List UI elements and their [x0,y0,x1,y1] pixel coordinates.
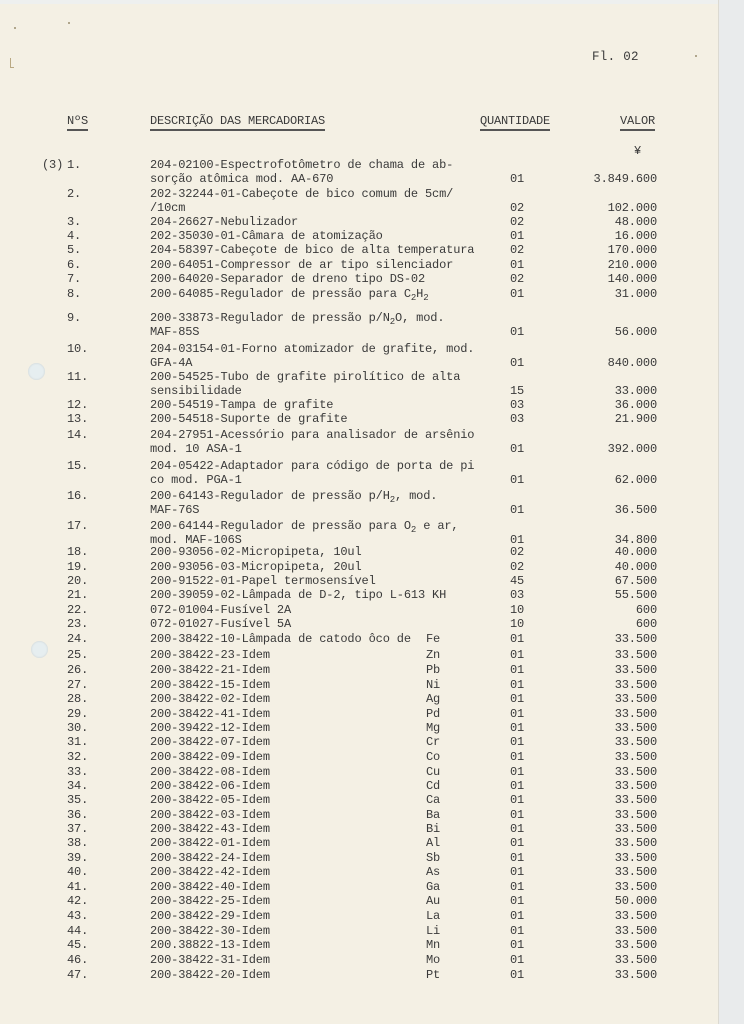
item-number: 23. [67,617,89,631]
item-quantity: 15 [510,384,525,398]
item-value: 62.000 [614,473,657,487]
item-element: Ba [426,808,441,822]
item-value: 600 [635,617,657,631]
item-description: 200-38422-09-Idem [150,750,270,764]
item-number: 27. [67,678,89,692]
item-quantity: 01 [510,632,525,646]
item-number: 4. [67,229,82,243]
item-value: 50.000 [614,894,657,908]
item-value: 31.000 [614,287,657,301]
item-value: 33.500 [614,924,657,938]
item-number: 37. [67,822,89,836]
item-description: 200-38422-08-Idem [150,765,270,779]
item-number: 28. [67,692,89,706]
item-value: 16.000 [614,229,657,243]
item-value: 34.800 [614,533,657,547]
item-value: 210.000 [607,258,657,272]
item-quantity: 01 [510,473,525,487]
item-description: 200-64144-Regulador de pressão para $O_2$ e ar, [150,519,459,535]
item-description: MAF-76S [150,503,200,517]
item-quantity: 03 [510,398,525,412]
item-description: mod. MAF-106S [150,533,242,547]
item-description: 200-38422-20-Idem [150,968,270,982]
item-number: 14. [67,428,89,442]
item-value: 33.500 [614,721,657,735]
corner-mark [10,58,14,68]
item-element: Pt [426,968,441,982]
item-quantity: 01 [510,721,525,735]
item-value: 33.500 [614,648,657,662]
item-quantity: 01 [510,924,525,938]
item-number: 39. [67,851,89,865]
item-description: GFA-4A [150,356,193,370]
item-description: 200-64051-Compressor de ar tipo silenciador [150,258,454,272]
item-element: Ag [426,692,441,706]
item-value: 140.000 [607,272,657,286]
item-quantity: 01 [510,968,525,982]
item-quantity: 01 [510,648,525,662]
item-value: 33.500 [614,750,657,764]
item-element: Cd [426,779,441,793]
punch-hole [28,363,45,380]
item-description: 200-38422-02-Idem [150,692,270,706]
item-value: 3.849.600 [593,172,657,186]
item-element: Ca [426,793,441,807]
item-quantity: 01 [510,678,525,692]
item-number: 15. [67,459,89,473]
item-number: 10. [67,342,89,356]
item-element: Co [426,750,441,764]
item-number: 47. [67,968,89,982]
item-element: Ni [426,678,441,692]
item-value: 36.500 [614,503,657,517]
item-quantity: 01 [510,822,525,836]
item-element: Li [426,924,441,938]
item-number: 17. [67,519,89,533]
item-description: 072-01027-Fusível 5A [150,617,292,631]
item-quantity: 01 [510,808,525,822]
header-quantity: QUANTIDADE [480,114,550,128]
item-description: 200-38422-41-Idem [150,707,270,721]
item-description: 202-35030-01-Câmara de atomização [150,229,383,243]
item-quantity: 01 [510,663,525,677]
item-description: 200-38422-24-Idem [150,851,270,865]
page-top-edge [0,0,718,4]
item-element: La [426,909,441,923]
item-number: 12. [67,398,89,412]
item-description: sensibilidade [150,384,242,398]
item-element: Sb [426,851,441,865]
punch-hole [31,641,48,658]
item-number: 1. [67,158,82,172]
item-value: 840.000 [607,356,657,370]
paper-speck [695,55,697,57]
item-value: 392.000 [607,442,657,456]
item-quantity: 01 [510,793,525,807]
item-element: Fe [426,632,441,646]
header-numbers: NºS [67,114,88,128]
item-number: 8. [67,287,82,301]
item-quantity: 01 [510,865,525,879]
header-value: VALOR [620,114,655,128]
item-element: Bi [426,822,441,836]
item-description: /10cm [150,201,186,215]
item-quantity: 01 [510,229,525,243]
item-quantity: 01 [510,287,525,301]
item-element: Pd [426,707,441,721]
item-value: 33.500 [614,938,657,952]
item-quantity: 01 [510,533,525,547]
item-description: 200-38422-21-Idem [150,663,270,677]
item-value: 33.500 [614,678,657,692]
item-quantity: 02 [510,215,525,229]
item-description: sorção atômica mod. AA-670 [150,172,334,186]
item-quantity: 03 [510,412,525,426]
item-number: 22. [67,603,89,617]
item-description: 204-26627-Nebulizador [150,215,299,229]
item-description: 200-93056-02-Micropipeta, 10ul [150,545,362,559]
item-description: 204-27951-Acessório para analisador de arsênio [150,428,475,442]
item-element: As [426,865,441,879]
item-number: 9. [67,311,82,325]
item-value: 21.900 [614,412,657,426]
item-quantity: 01 [510,735,525,749]
currency-symbol: ¥ [634,144,642,158]
item-element: Pb [426,663,441,677]
item-number: 26. [67,663,89,677]
item-number: 44. [67,924,89,938]
item-number: 21. [67,588,89,602]
item-number: 38. [67,836,89,850]
item-description: 200-38422-25-Idem [150,894,270,908]
item-number: 34. [67,779,89,793]
item-quantity: 01 [510,765,525,779]
item-value: 33.500 [614,663,657,677]
paper-speck [14,27,16,29]
item-value: 33.500 [614,953,657,967]
item-description: 200-38422-23-Idem [150,648,270,662]
item-description: MAF-85S [150,325,200,339]
item-value: 170.000 [607,243,657,257]
item-description: 200-38422-40-Idem [150,880,270,894]
item-description: 200-38422-31-Idem [150,953,270,967]
item-number: 46. [67,953,89,967]
item-number: 24. [67,632,89,646]
item-value: 33.500 [614,851,657,865]
item-description: 204-03154-01-Forno atomizador de grafite, mod. [150,342,475,356]
item-value: 33.500 [614,735,657,749]
item-description: 200-64143-Regulador de pressão $p/H_2$, mod. [150,489,438,505]
item-description: 200-38422-29-Idem [150,909,270,923]
item-value: 48.000 [614,215,657,229]
item-number: 40. [67,865,89,879]
item-quantity: 02 [510,243,525,257]
item-number: 19. [67,560,89,574]
item-quantity: 01 [510,851,525,865]
item-value: 33.500 [614,968,657,982]
item-element: Au [426,894,441,908]
item-description: co mod. PGA-1 [150,473,242,487]
item-number: 30. [67,721,89,735]
item-number: 41. [67,880,89,894]
item-value: 33.500 [614,808,657,822]
item-number: 42. [67,894,89,908]
item-value: 102.000 [607,201,657,215]
item-description: 200.38822-13-Idem [150,938,270,952]
item-quantity: 45 [510,574,525,588]
item-description: 200-64020-Separador de dreno tipo DS-02 [150,272,425,286]
item-quantity: 01 [510,938,525,952]
item-value: 33.500 [614,779,657,793]
item-value: 56.000 [614,325,657,339]
item-quantity: 01 [510,503,525,517]
item-description: 200-38422-05-Idem [150,793,270,807]
item-number: 35. [67,793,89,807]
item-value: 33.500 [614,836,657,850]
item-quantity: 01 [510,172,525,186]
item-value: 55.500 [614,588,657,602]
item-value: 33.500 [614,880,657,894]
item-description: 200-38422-10-Lâmpada de catodo ôco de [150,632,411,646]
item-number: 45. [67,938,89,952]
item-description: 200-38422-30-Idem [150,924,270,938]
item-description: 200-38422-15-Idem [150,678,270,692]
item-value: 40.000 [614,545,657,559]
item-quantity: 01 [510,750,525,764]
item-description: 200-39422-12-Idem [150,721,270,735]
item-number: 25. [67,648,89,662]
item-value: 33.000 [614,384,657,398]
item-number: 32. [67,750,89,764]
item-number: 6. [67,258,82,272]
item-number: 31. [67,735,89,749]
folio-number: Fl. 02 [592,50,639,64]
item-description: 200-64085-Regulador de pressão para $C_2H_2$ [150,287,429,303]
item-description: 200-33873-Regulador de pressão $p/N_2O$, mod. [150,311,445,327]
item-quantity: 02 [510,560,525,574]
item-value: 33.500 [614,692,657,706]
item-quantity: 01 [510,258,525,272]
item-quantity: 10 [510,603,525,617]
item-quantity: 01 [510,356,525,370]
item-quantity: 01 [510,692,525,706]
item-value: 33.500 [614,909,657,923]
item-number: 3. [67,215,82,229]
item-value: 33.500 [614,822,657,836]
item-quantity: 01 [510,707,525,721]
item-quantity: 01 [510,909,525,923]
item-description: 202-32244-01-Cabeçote de bico comum de 5cm/ [150,187,454,201]
item-description: 200-38422-01-Idem [150,836,270,850]
item-number: 18. [67,545,89,559]
item-number: 11. [67,370,89,384]
item-quantity: 01 [510,894,525,908]
item-element: Mg [426,721,441,735]
header-description: DESCRIÇÃO DAS MERCADORIAS [150,114,325,128]
item-quantity: 02 [510,201,525,215]
item-number: 29. [67,707,89,721]
item-number: 7. [67,272,82,286]
item-quantity: 01 [510,953,525,967]
item-description: 200-38422-42-Idem [150,865,270,879]
item-description: 200-38422-03-Idem [150,808,270,822]
item-value: 36.000 [614,398,657,412]
item-quantity: 01 [510,880,525,894]
item-description: 204-05422-Adaptador para código de porta de pi [150,459,475,473]
item-value: 33.500 [614,865,657,879]
item-description: 072-01004-Fusível 2A [150,603,292,617]
item-description: 200-91522-01-Papel termosensível [150,574,376,588]
item-description: 200-54518-Suporte de grafite [150,412,348,426]
item-number: 16. [67,489,89,503]
item-description: 200-38422-07-Idem [150,735,270,749]
item-number: 36. [67,808,89,822]
item-number: 33. [67,765,89,779]
item-description: 200-39059-02-Lâmpada de D-2, tipo L-613 KH [150,588,447,602]
item-description: 200-93056-03-Micropipeta, 20ul [150,560,362,574]
item-value: 67.500 [614,574,657,588]
item-number: 43. [67,909,89,923]
item-description: 200-54525-Tubo de grafite pirolítico de alta [150,370,461,384]
item-value: 33.500 [614,765,657,779]
item-quantity: 01 [510,836,525,850]
item-quantity: 02 [510,272,525,286]
item-element: Al [426,836,441,850]
item-description: mod. 10 ASA-1 [150,442,242,456]
item-element: Mn [426,938,441,952]
item-quantity: 01 [510,779,525,793]
item-value: 40.000 [614,560,657,574]
item-value: 33.500 [614,793,657,807]
item-quantity: 01 [510,325,525,339]
item-element: Cr [426,735,441,749]
item-quantity: 10 [510,617,525,631]
item-description: 200-54519-Tampa de grafite [150,398,334,412]
item-number: 20. [67,574,89,588]
item-element: Ga [426,880,441,894]
item-quantity: 02 [510,545,525,559]
item-number: 2. [67,187,82,201]
item-quantity: 01 [510,442,525,456]
section-marker: (3) [42,158,64,172]
item-description: 204-02100-Espectrofotômetro de chama de ab- [150,158,454,172]
item-description: 200-38422-43-Idem [150,822,270,836]
item-number: 13. [67,412,89,426]
item-quantity: 03 [510,588,525,602]
item-description: 200-38422-06-Idem [150,779,270,793]
item-value: 600 [635,603,657,617]
item-element: Zn [426,648,441,662]
item-number: 5. [67,243,82,257]
item-value: 33.500 [614,632,657,646]
item-element: Cu [426,765,441,779]
item-description: 204-58397-Cabeçote de bico de alta temperatura [150,243,475,257]
item-value: 33.500 [614,707,657,721]
paper-speck [68,22,70,24]
item-element: Mo [426,953,441,967]
